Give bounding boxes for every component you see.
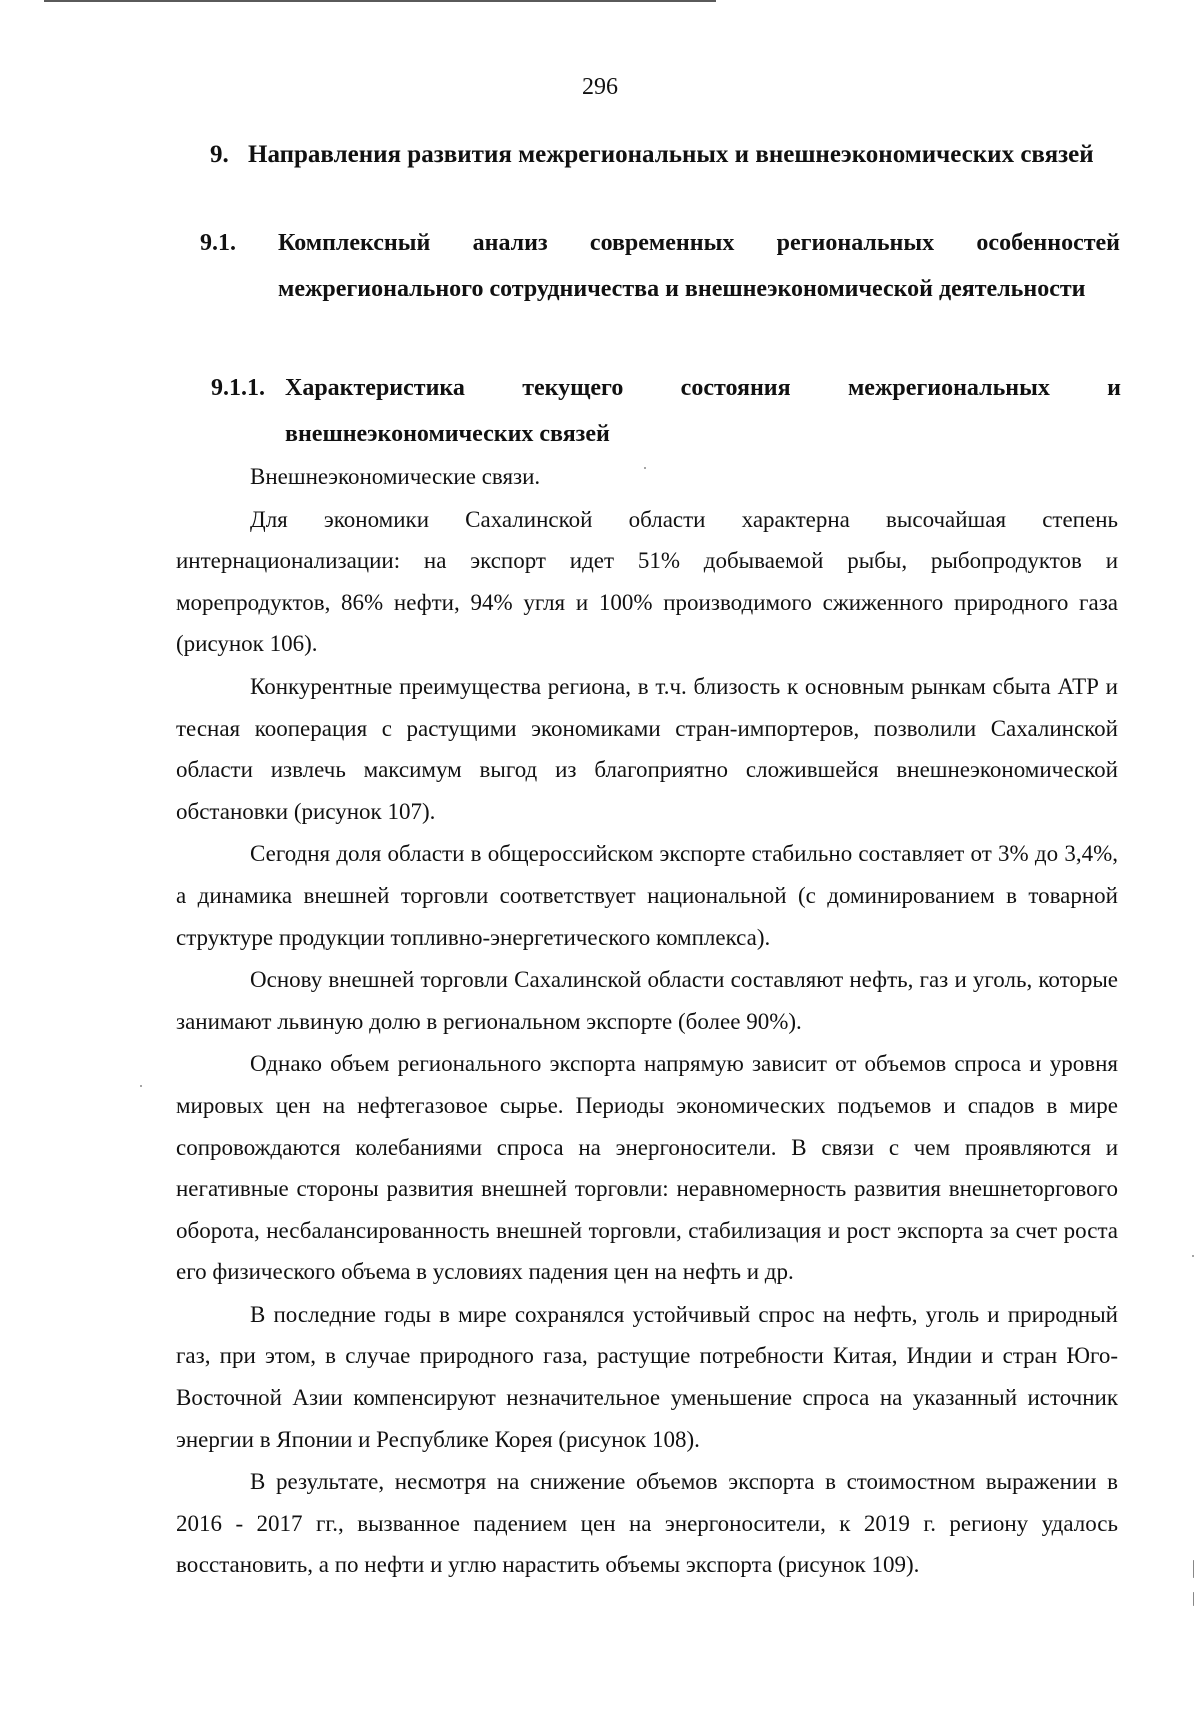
paragraph: В результате, несмотря на снижение объемов экспорта в стоимостном выражении в 2016 - 2017 гг., вызванное падением цен на энергоносители, к 2019 г. региону удалось восстановить, а по нефти и углю нарастить объемы экспорта (рисунок 109). — [176, 1469, 1118, 1578]
subsection-heading-9-1 — [200, 220, 1120, 312]
subsubsection-heading-9-1-1 — [211, 365, 1121, 457]
scan-speck — [140, 1085, 142, 1087]
paragraph: Основу внешней торговли Сахалинской области составляют нефть, газ и уголь, которые занимают львиную долю в региональном экспорте (более 90%). — [176, 967, 1118, 1034]
body-text — [176, 456, 1118, 1586]
paragraph: Сегодня доля области в общероссийском экспорте стабильно составляет от 3% до 3,4%, а динамика внешней торговли соответствует национальной (с доминированием в товарной структуре продукции топливно-энергетического комплекса). — [176, 841, 1118, 950]
heading-text — [211, 365, 1121, 457]
scan-top-rule — [44, 0, 716, 2]
page-number: 296 — [582, 74, 618, 100]
heading-text-line-1: Характеристика текущего состояния межрегиональных и — [285, 375, 1121, 401]
heading-number: 9. — [210, 141, 229, 168]
heading-number: 9.1.1. — [211, 375, 265, 401]
heading-number: 9.1. — [200, 230, 236, 256]
scan-speck — [1192, 1255, 1194, 1257]
heading-text: Направления развития межрегиональных и внешнеэкономических связей — [248, 141, 1094, 168]
heading-text — [200, 220, 1120, 312]
paragraph: Конкурентные преимущества региона, в т.ч. близость к основным рынкам сбыта АТР и тесная кооперация с растущими экономиками стран-импортеров, позволили Сахалинской области извлечь максимум выгод из благоприятно сложившейся внешнеэкономической обстановки (рисунок 107). — [176, 673, 1118, 824]
section-heading-9 — [210, 130, 1122, 180]
heading-text-line-2: внешнеэкономических связей — [285, 421, 610, 447]
paragraph: В последние годы в мире сохранялся устойчивый спрос на нефть, уголь и природный газ, при этом, в случае природного газа, растущие потребности Китая, Индии и стран Юго-Восточной Азии компенсируют незначительное уменьшение спроса на указанный источник энергии в Японии и Республике Корея (рисунок 108). — [176, 1301, 1118, 1452]
paragraph-subheading: Внешнеэкономические связи. — [250, 464, 541, 489]
scan-speck — [1193, 1592, 1194, 1606]
paragraph: Однако объем регионального экспорта напрямую зависит от объемов спроса и уровня мировых цен на нефтегазовое сырье. Периоды экономических подъемов и спадов в мире сопровождаются колебаниями спроса на энергоносители. В связи с чем проявляются и негативные стороны развития внешней торговли: неравномерность развития внешнеторгового оборота, несбалансированность внешней торговли, стабилизация и рост экспорта за счет роста его физического объема в условиях падения цен на нефть и др. — [176, 1051, 1118, 1285]
scan-speck — [1193, 1560, 1194, 1578]
heading-text-line-1: Комплексный анализ современных региональных особенностей межрегионального сотрудничества и внешнеэкономической — [278, 230, 1120, 302]
heading-text-line-2: деятельности — [938, 276, 1086, 302]
paragraph: Для экономики Сахалинской области характерна высочайшая степень интернационализации: на экспорт идет 51% добываемой рыбы, рыбопродуктов и морепродуктов, 86% нефти, 94% угля и 100% производимого сжиженного природного газа (рисунок 106). — [176, 506, 1118, 657]
